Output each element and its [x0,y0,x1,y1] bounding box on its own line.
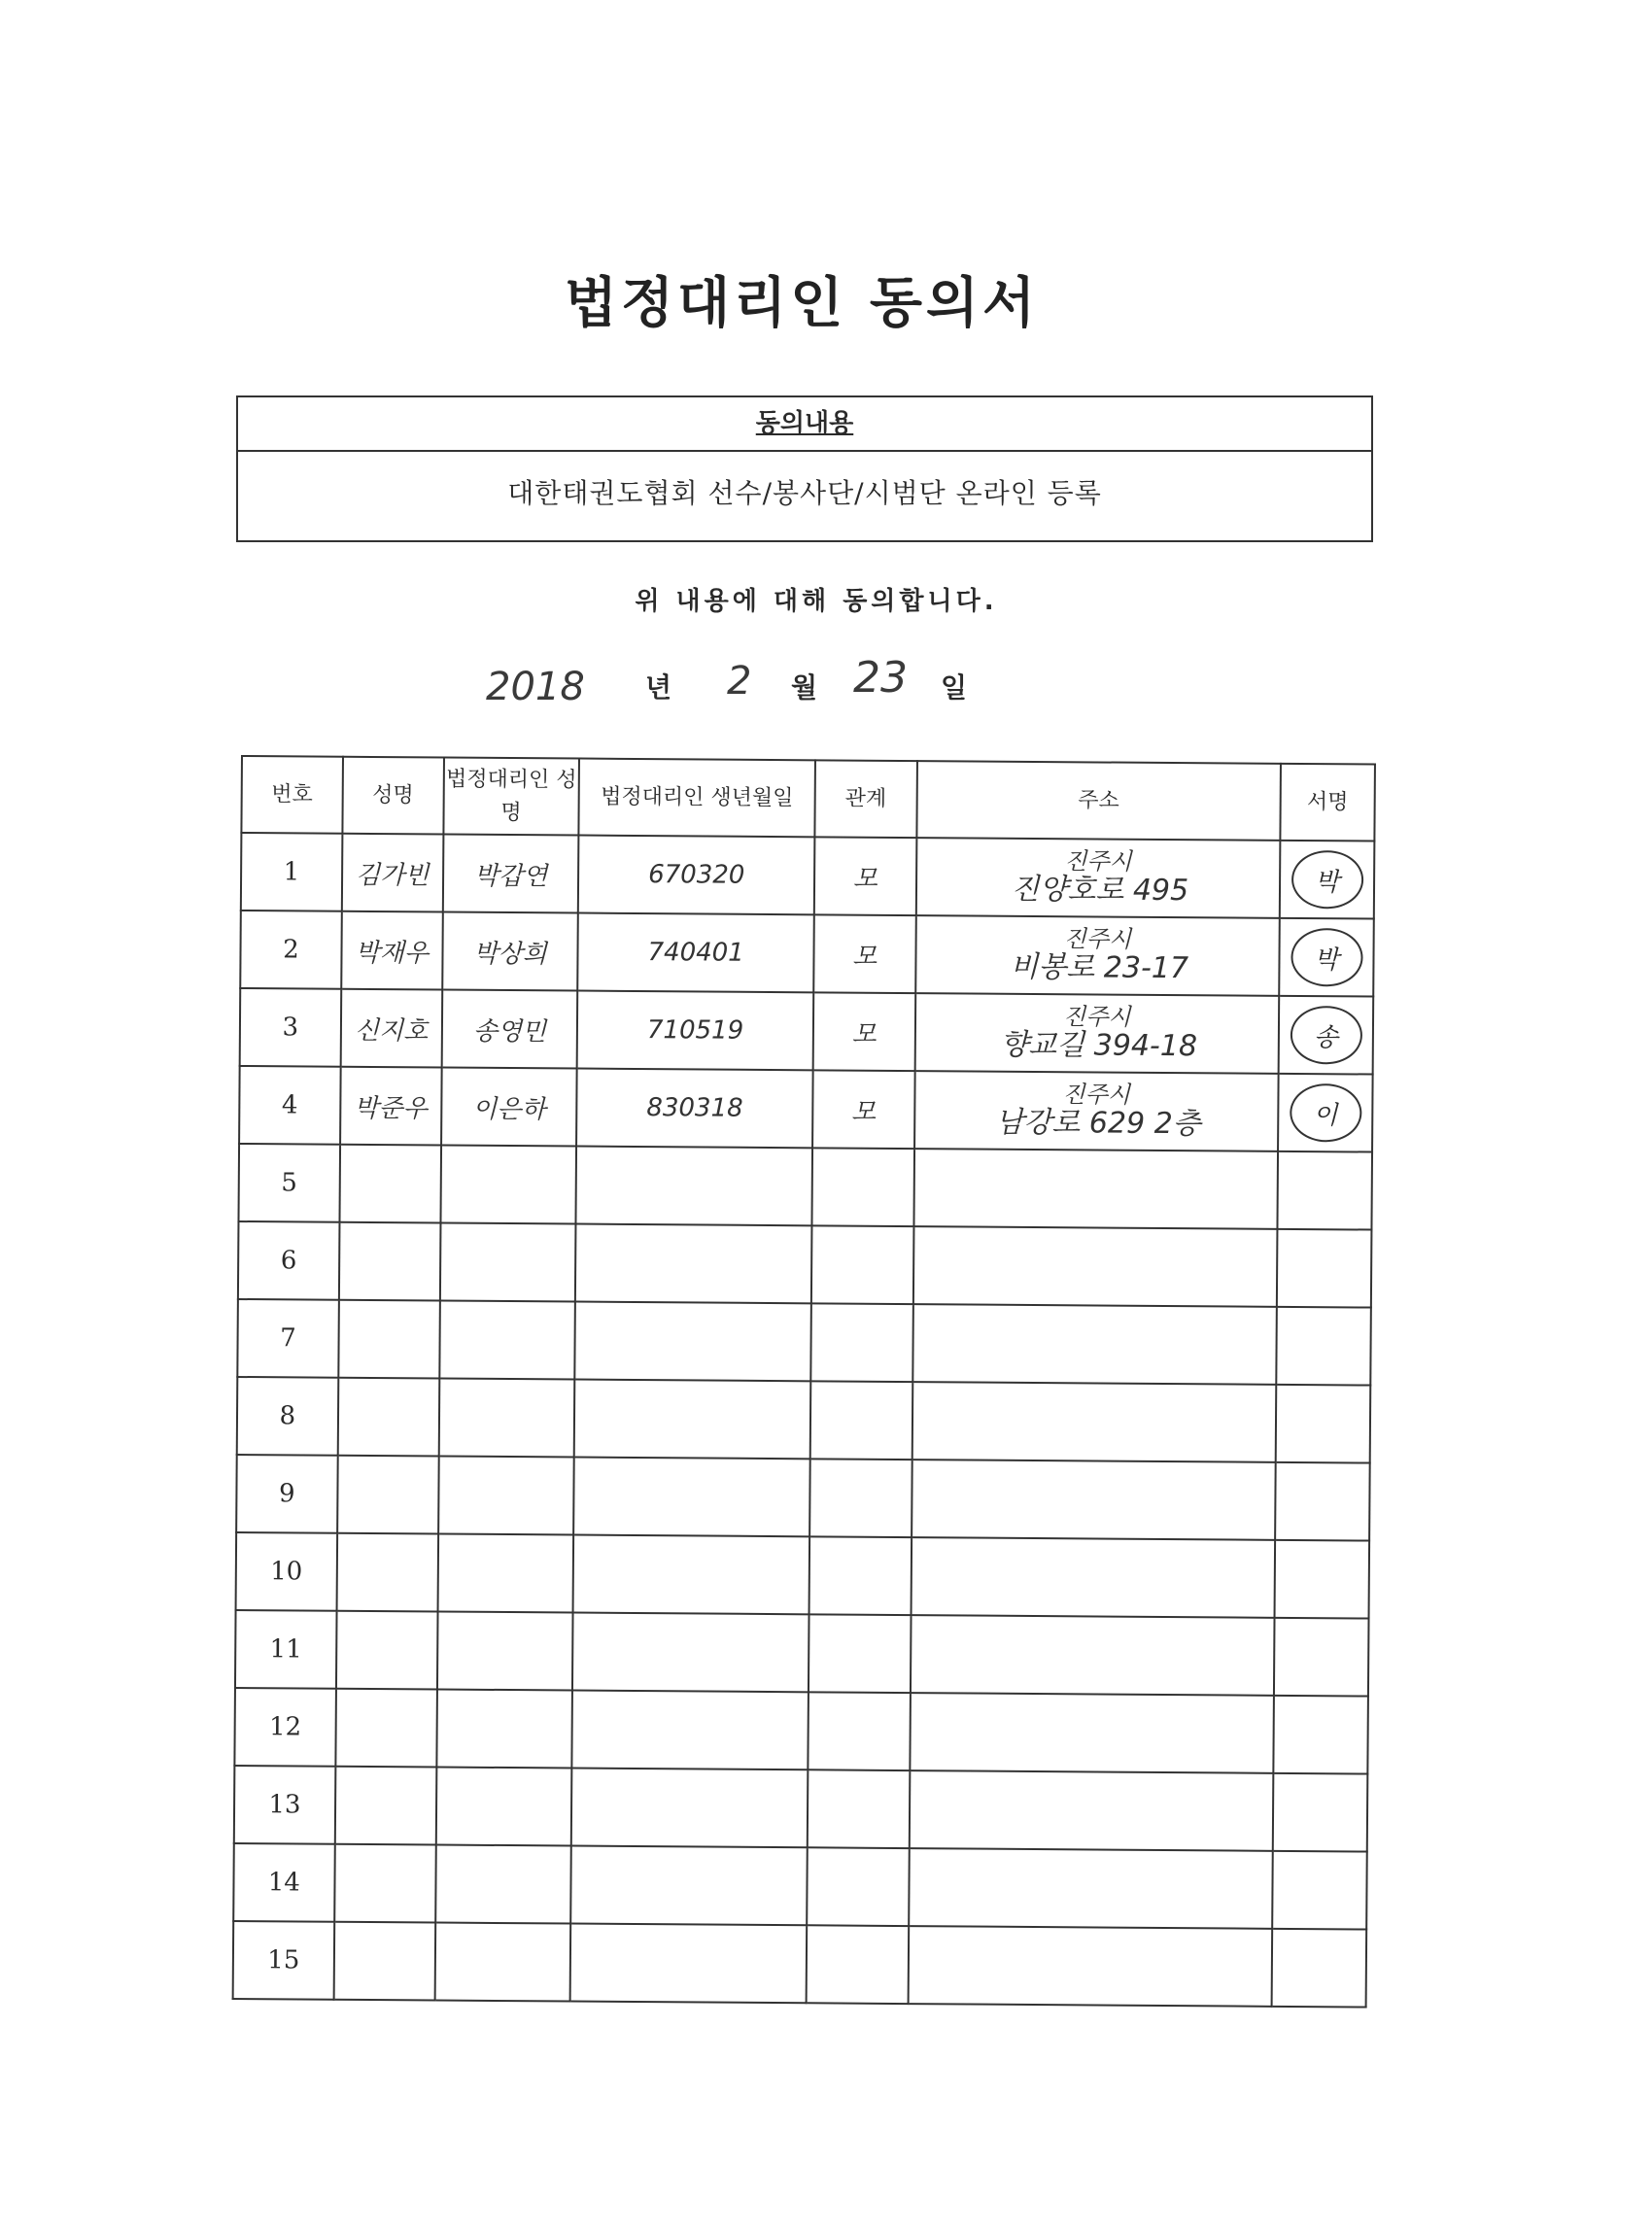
header-guardian-name: 법정대리인 성명 [443,758,579,836]
row-guardian-name [438,1457,574,1535]
consent-content: 대한태권도협회 선수/봉사단/시범단 온라인 등록 [507,477,1102,509]
row-name [338,1300,439,1379]
table-row [237,1377,1371,1463]
row-name: 박준우 [340,1067,441,1146]
row-signature [1275,1540,1370,1619]
table-row [236,1532,1370,1619]
address-city: 진주시 [1062,1081,1131,1109]
row-guardian-name: 이은하 [441,1068,577,1147]
header-signature: 서명 [1280,764,1375,842]
row-number: 4 [239,1066,340,1145]
row-signature [1275,1462,1370,1541]
row-relation [808,1769,910,1848]
row-number: 6 [238,1221,339,1300]
row-number: 11 [235,1610,336,1689]
row-number: 13 [234,1766,335,1844]
row-address [912,1304,1277,1385]
table-row [234,1766,1368,1852]
row-number: 12 [234,1688,335,1767]
address-street: 비봉로 23-17 [1010,949,1189,986]
row-signature [1279,996,1374,1075]
row-address [912,1460,1276,1540]
date-month-label: 월 [791,671,818,704]
table-row [234,1688,1368,1774]
row-name [333,1922,434,2001]
row-relation [809,1614,911,1693]
row-signature [1279,918,1374,997]
table-row [233,1921,1367,2008]
table-row [238,1144,1372,1230]
row-guardian-name [437,1534,573,1613]
row-guardian-name [437,1612,573,1691]
table-row [238,1221,1372,1308]
row-guardian-birth [571,1769,808,1848]
table-row [240,910,1374,997]
row-guardian-birth: 830318 [576,1069,812,1149]
row-address [913,1149,1278,1229]
row-name [336,1533,437,1612]
row-name: 김가빈 [342,834,443,912]
row-signature [1277,1151,1372,1230]
row-guardian-name [439,1301,575,1380]
header-no: 번호 [241,756,342,834]
row-guardian-name [438,1379,574,1458]
row-name [339,1222,440,1301]
row-relation [807,1847,909,1926]
row-relation [810,1381,912,1460]
row-address [914,993,1279,1074]
table-row [237,1299,1371,1386]
row-signature [1276,1307,1371,1386]
consent-header-label: 동의내용 [755,409,854,438]
row-relation [811,1148,913,1226]
consent-box [236,395,1373,542]
row-number: 2 [240,910,341,989]
table-row [240,988,1374,1075]
table-row [235,1610,1369,1697]
row-signature [1274,1618,1369,1697]
row-number: 15 [233,1921,334,2000]
row-guardian-birth [572,1691,809,1770]
row-guardian-birth [570,1924,807,2004]
row-address [908,1926,1272,2007]
row-guardian-name: 박갑연 [442,835,578,913]
row-guardian-birth [571,1846,808,1926]
row-relation [809,1536,911,1615]
date-year: 2018 [486,665,585,709]
table-row [239,1066,1373,1152]
row-signature [1272,1929,1367,2008]
row-relation [809,1459,912,1537]
row-name [334,1844,435,1923]
row-address [914,1071,1279,1151]
table-row [241,833,1375,919]
row-guardian-birth [574,1458,810,1537]
row-name [336,1611,437,1690]
date-day: 23 [853,653,908,703]
signature-stamp: 송 [1290,1006,1361,1065]
row-name [335,1689,436,1768]
row-guardian-birth [575,1302,811,1382]
row-relation: 모 [812,1070,914,1149]
row-signature [1277,1229,1372,1308]
row-signature [1273,1773,1368,1852]
row-relation [806,1925,908,2004]
row-number: 1 [241,833,342,911]
row-guardian-name: 송영민 [441,990,577,1069]
row-address [912,1226,1277,1307]
row-guardian-birth [572,1613,809,1693]
row-address [912,1382,1276,1462]
row-signature [1276,1385,1371,1463]
row-number: 10 [236,1532,337,1611]
row-number: 7 [237,1299,338,1378]
address-street: 남강로 629 2층 [995,1105,1201,1142]
signature-stamp: 이 [1290,1083,1361,1143]
row-guardian-name [440,1146,576,1224]
row-guardian-birth: 710519 [577,991,813,1071]
row-guardian-name [435,1768,571,1846]
address-city: 진주시 [1062,1003,1131,1031]
row-guardian-name [440,1223,576,1302]
document-title: 법정대리인 동의서 [564,272,1040,335]
address-street: 향교길 394-18 [1000,1027,1198,1064]
agreement-statement: 위 내용에 대해 동의합니다. [635,587,998,616]
row-number: 9 [236,1455,337,1533]
row-address [911,1537,1275,1618]
date-month: 2 [727,659,752,704]
date-year-label: 년 [645,671,672,704]
row-name: 박재우 [341,911,442,990]
consent-header [238,397,1371,452]
table-row [233,1843,1367,1930]
row-guardian-birth: 740401 [578,913,814,993]
signature-stamp: 박 [1291,850,1362,910]
row-signature [1278,1074,1373,1152]
row-address [909,1770,1273,1851]
header-address: 주소 [916,761,1281,841]
row-guardian-birth [575,1224,811,1304]
row-address [909,1848,1273,1929]
row-address [915,915,1280,996]
row-name: 신지호 [340,989,441,1068]
row-address [910,1693,1274,1773]
date-day-label: 일 [941,671,968,704]
address-city: 진주시 [1064,847,1132,876]
row-number: 8 [237,1377,338,1456]
row-relation: 모 [813,992,915,1071]
row-relation [810,1303,912,1382]
row-number: 3 [240,988,341,1067]
row-relation: 모 [813,914,915,993]
header-relation: 관계 [814,760,916,838]
address-street: 진양호로 495 [1011,872,1189,909]
row-signature [1273,1696,1368,1774]
row-signature [1280,841,1375,919]
row-relation: 모 [814,837,916,915]
row-guardian-birth [573,1535,809,1615]
row-guardian-birth [574,1380,810,1460]
row-guardian-name [435,1844,571,1923]
row-guardian-name [434,1922,570,2001]
row-address [911,1615,1275,1696]
row-name [339,1145,440,1223]
address-city: 진주시 [1063,925,1132,953]
row-guardian-birth [576,1147,812,1226]
row-guardian-name: 박상희 [442,912,578,991]
row-number: 14 [233,1843,334,1922]
table-row [236,1455,1370,1541]
row-name [337,1378,438,1457]
row-name [337,1456,438,1534]
row-number: 5 [238,1144,339,1222]
header-name: 성명 [342,757,443,835]
row-relation [811,1225,913,1304]
row-guardian-name [436,1690,572,1769]
signature-stamp: 박 [1291,928,1362,987]
row-name [335,1767,436,1845]
row-address [915,838,1280,918]
guardian-table [232,755,1376,2009]
table-header-row [241,756,1375,842]
row-guardian-birth: 670320 [578,836,814,915]
row-signature [1272,1851,1367,1930]
row-relation [808,1692,910,1770]
header-guardian-birth: 법정대리인 생년월일 [579,759,815,838]
